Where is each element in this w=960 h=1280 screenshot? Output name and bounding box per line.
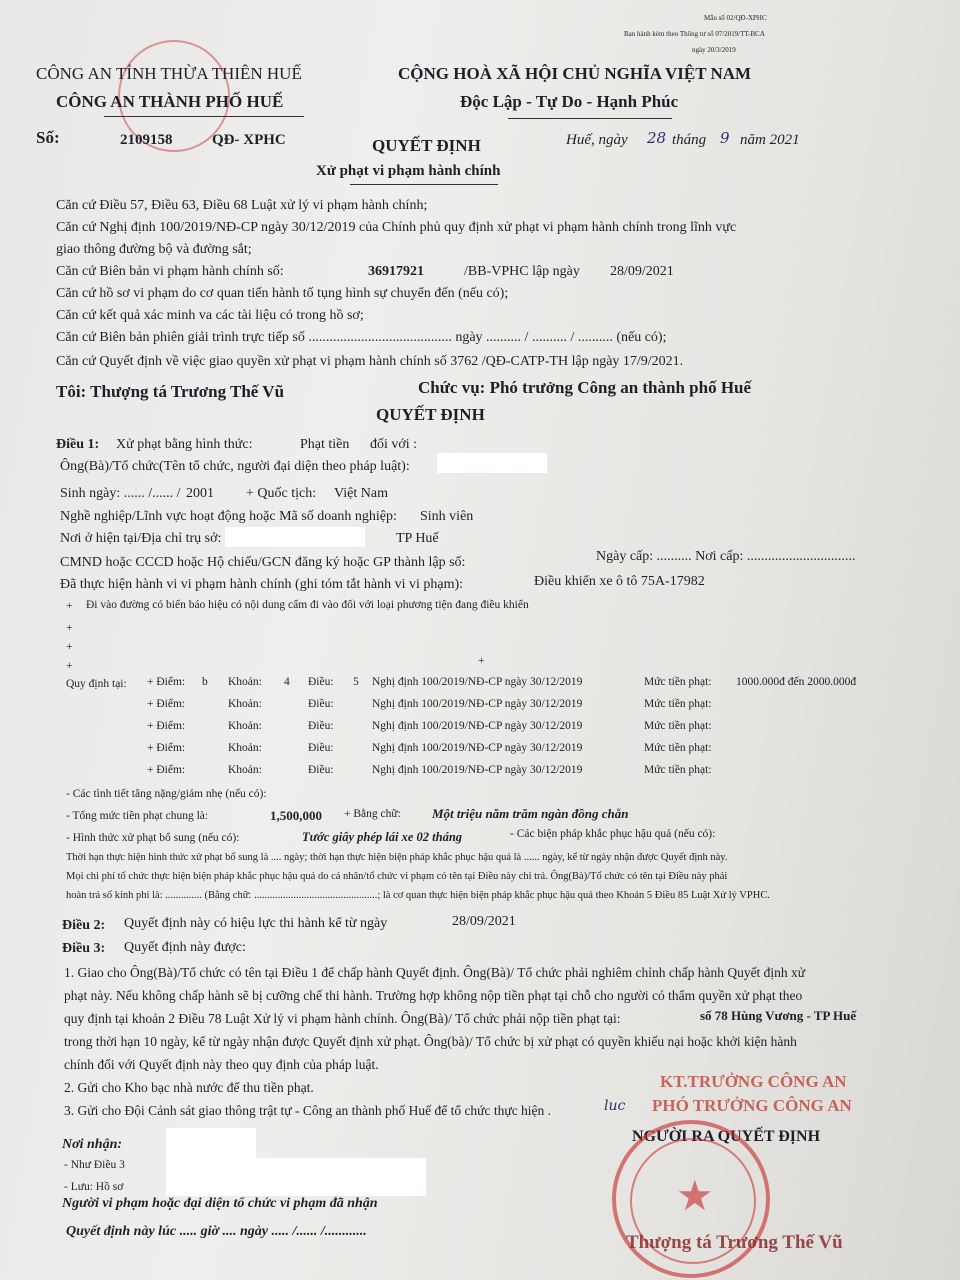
number-label: Số:: [36, 128, 60, 147]
decision-title-2: QUYẾT ĐỊNH: [376, 405, 485, 424]
date-month-label: tháng: [672, 132, 707, 148]
total-label: - Tổng mức tiền phạt chung là:: [66, 810, 209, 822]
violation-detail: Đi vào đường có biển báo hiệu có nội dung cấm đi vào đối với loại phương tiện đang điều khiển: [86, 599, 529, 611]
cost-line-1: Mọi chi phí tổ chức thực hiện biện pháp khắc phục hậu quả do cá nhân/tổ chức vi phạm có tên tại Điều này chi trả. Ông(Bà)/Tổ chức có tên tại Điều này phải: [66, 871, 728, 882]
aggravating-label: - Các tình tiết tăng nặng/giảm nhẹ (nếu có):: [66, 788, 267, 800]
form-ref-line2: Ban hành kèm theo Thông tư số 07/2019/TT-BCA: [624, 30, 765, 38]
subtitle-underline: [350, 184, 498, 185]
rule-diem: + Điểm:: [147, 698, 186, 710]
article3-p1-line4: trong thời hạn 10 ngày, kể từ ngày nhận được Quyết định xử phạt. Ông(bà)/ Tổ chức bị xử phạt có quyền khiếu nại hoặc khởi kiện hành: [64, 1034, 797, 1049]
handwritten-mark: luc: [604, 1098, 626, 1114]
additional-penalty-value: Tước giấy phép lái xe 02 tháng: [302, 830, 463, 844]
rule-khoan: Khoản:: [228, 720, 262, 732]
rule-dieu-value: 5: [353, 676, 359, 688]
nationality-label: + Quốc tịch:: [246, 486, 317, 501]
occupation-label: Nghề nghiệp/Lĩnh vực hoạt động hoặc Mã số doanh nghiệp:: [60, 509, 397, 524]
basis-line-3: giao thông đường bộ và đường sắt;: [56, 242, 252, 257]
basis-record-date: 28/09/2021: [610, 264, 674, 279]
agency-unit: CÔNG AN THÀNH PHỐ HUẾ: [56, 92, 284, 111]
rule-diem: + Điểm:: [147, 764, 186, 776]
officer-name: Tôi: Thượng tá Trương Thế Vũ: [56, 382, 285, 401]
dob-label: Sinh ngày: ...... /...... /: [60, 486, 181, 501]
violation-plus-5: +: [478, 655, 485, 667]
article3-p1-line2: phạt này. Nếu không chấp hành sẽ bị cưỡng chế thi hành. Trường hợp không nộp tiền phạt tại chỗ cho người có thẩm quyền xử phạt theo: [64, 988, 803, 1003]
additional-penalty-label: - Hình thức xử phạt bổ sung (nếu có):: [66, 832, 240, 844]
rule-fine-label: Mức tiền phạt:: [644, 742, 712, 754]
basis-record-label: Căn cứ Biên bản vi phạm hành chính số:: [56, 264, 284, 279]
violation-label: Đã thực hiện hành vi vi phạm hành chính (ghi tóm tắt hành vi vi phạm):: [60, 577, 464, 592]
article3-heading: Điều 3:: [62, 941, 106, 956]
violation-plus-3: +: [66, 641, 73, 653]
dob-year: 2001: [186, 486, 214, 501]
rule-diem: + Điểm:: [147, 676, 186, 688]
rule-khoan-value: 4: [284, 676, 290, 688]
article2-heading: Điều 2:: [62, 918, 106, 933]
recipient-1: - Như Điều 3: [64, 1159, 125, 1171]
national-motto: Độc Lập - Tự Do - Hạnh Phúc: [460, 92, 679, 111]
occupation-value: Sinh viên: [420, 509, 474, 524]
total-value: 1,500,000: [270, 808, 322, 823]
basis-record-number: 36917921: [368, 264, 424, 279]
article3-p2: 2. Gửi cho Kho bạc nhà nước để thu tiền phạt.: [64, 1080, 314, 1095]
basis-line-1: Căn cứ Điều 57, Điều 63, Điều 68 Luật xử lý vi phạm hành chính;: [56, 198, 428, 213]
penalty-form-value: Phạt tiền: [300, 437, 350, 452]
date-prefix: Huế, ngày: [566, 132, 628, 148]
receipt-line-1: Người vi phạm hoặc đại diện tổ chức vi phạm đã nhận: [62, 1196, 378, 1211]
form-ref-line3: ngày 20/3/2019: [692, 46, 736, 54]
article2-date: 28/09/2021: [452, 914, 516, 929]
basis-record-suffix: /BB-VPHC lập ngày: [464, 264, 580, 279]
deadline-line: Thời hạn thực hiện hình thức xử phạt bổ sung là .... ngày; thời hạn thực hiện biện pháp khắc phục hậu quả là ...... ngày, kể từ ngày nhận được Quyết định này.: [66, 852, 728, 863]
rule-diem: + Điểm:: [147, 720, 186, 732]
rule-fine-label: Mức tiền phạt:: [644, 698, 712, 710]
violation-plus-1: +: [66, 600, 73, 612]
redacted-name: [437, 453, 547, 473]
rule-diem-value: b: [202, 676, 208, 688]
rules-label: Quy định tại:: [66, 678, 127, 690]
violation-plus-2: +: [66, 622, 73, 634]
rule-dieu: Điều:: [308, 676, 334, 688]
redacted-block-2: [166, 1158, 426, 1196]
recipient-2: - Lưu: Hồ sơ: [64, 1181, 124, 1193]
agency-parent: CÔNG AN TỈNH THỪA THIÊN HUẾ: [36, 64, 302, 83]
rule-diem: + Điểm:: [147, 742, 186, 754]
id-issue-info: Ngày cấp: .......... Nơi cấp: ...............................: [596, 549, 856, 564]
date-day: 28: [647, 129, 667, 147]
rule-khoan: Khoản:: [228, 698, 262, 710]
motto-underline: [508, 118, 672, 119]
signer-name: Thượng tá Trương Thế Vũ: [626, 1232, 843, 1253]
date-month: 9: [720, 129, 730, 147]
basis-line-5: Căn cứ hồ sơ vi phạm do cơ quan tiến hành tố tụng hình sự chuyển đến (nếu có);: [56, 286, 509, 301]
basis-line-7: Căn cứ Biên bản phiên giải trình trực tiếp số ......................................... ngày .......... / .......... / .......... (nếu có);: [56, 330, 667, 345]
signer-title: NGƯỜI RA QUYẾT ĐỊNH: [632, 1128, 821, 1145]
basis-line-6: Căn cứ kết quả xác minh va các tài liệu có trong hồ sơ;: [56, 308, 364, 323]
rule-khoan: Khoản:: [228, 742, 262, 754]
rule-dieu: Điều:: [308, 742, 334, 754]
rule-fine-label: Mức tiền phạt:: [644, 676, 712, 688]
date-year: năm 2021: [740, 132, 800, 148]
person-label: Ông(Bà)/Tổ chức(Tên tổ chức, người đại diện theo pháp luật):: [60, 459, 410, 474]
rule-decree: Nghị định 100/2019/NĐ-CP ngày 30/12/2019: [372, 720, 583, 732]
rule-decree: Nghị định 100/2019/NĐ-CP ngày 30/12/2019: [372, 764, 583, 776]
stamp-line-2: PHÓ TRƯỞNG CÔNG AN: [652, 1096, 852, 1115]
violation-vehicle: Điều khiển xe ô tô 75A-17982: [534, 574, 705, 589]
number-suffix: QĐ- XPHC: [212, 132, 286, 148]
number-value: 2109158: [120, 132, 173, 148]
country-name: CỘNG HOÀ XÃ HỘI CHỦ NGHĨA VIỆT NAM: [398, 64, 752, 83]
seal-star-icon: ★: [676, 1174, 714, 1220]
in-words-value: Một triệu năm trăm ngàn đồng chẵn: [432, 806, 629, 821]
remedy-label: - Các biện pháp khắc phục hậu quả (nếu có):: [510, 828, 716, 840]
document-subtitle: Xử phạt vi phạm hành chính: [316, 163, 501, 179]
article3-p1-line5: chính đối với Quyết định này theo quy định của pháp luật.: [64, 1057, 379, 1072]
rule-dieu: Điều:: [308, 764, 334, 776]
id-label: CMND hoặc CCCD hoặc Hộ chiếu/GCN đăng ký hoặc GP thành lập số:: [60, 555, 466, 570]
stamp-line-1: KT.TRƯỞNG CÔNG AN: [660, 1072, 847, 1091]
recipients-label: Nơi nhận:: [62, 1137, 123, 1152]
address-city: TP Huế: [396, 531, 439, 546]
document-title: QUYẾT ĐỊNH: [372, 136, 481, 155]
redacted-address: [225, 527, 365, 547]
penalty-form-label: Xử phạt bằng hình thức:: [116, 437, 253, 452]
article3-p1-line3: quy định tại khoản 2 Điều 78 Luật Xử lý vi phạm hành chính. Ông(Bà)/ Tổ chức phải nộp tiền phạt tại:: [64, 1011, 621, 1026]
rule-fine-label: Mức tiền phạt:: [644, 720, 712, 732]
rule-decree: Nghị định 100/2019/NĐ-CP ngày 30/12/2019: [372, 698, 583, 710]
receipt-line-2: Quyết định này lúc ..... giờ .... ngày ..... /...... /............: [66, 1224, 367, 1239]
address-label: Nơi ở hiện tại/Địa chỉ trụ sở:: [60, 531, 222, 546]
basis-line-8: Căn cứ Quyết định về việc giao quyền xử phạt vi phạm hành chính số 3762 /QĐ-CATP-TH lập ngày 17/9/2021.: [56, 354, 684, 369]
rule-khoan: Khoản:: [228, 676, 262, 688]
article3-text: Quyết định này được:: [124, 940, 246, 955]
article2-text: Quyết định này có hiệu lực thi hành kể từ ngày: [124, 916, 388, 931]
rule-decree: Nghị định 100/2019/NĐ-CP ngày 30/12/2019: [372, 742, 583, 754]
rule-fine-value: 1000.000đ đến 2000.000đ: [736, 676, 857, 688]
in-words-label: + Bằng chữ:: [344, 808, 401, 820]
article3-p1-line1: 1. Giao cho Ông(Bà)/Tổ chức có tên tại Điều 1 để chấp hành Quyết định. Ông(Bà)/ Tổ chức phải nghiêm chỉnh chấp hành Quyết định xử: [64, 965, 806, 980]
cost-line-2: hoàn trả số kinh phí là: .............. (Bằng chữ: ...............................................; là cơ quan thực hiện biện pháp khắc phục hậu quả theo Khoản 5 Điều 85 Luật Xử lý VPHC.: [66, 890, 770, 901]
article3-p3: 3. Gửi cho Đội Cảnh sát giao thông trật tự - Công an thành phố Huế để tổ chức thực hiện .: [64, 1103, 552, 1118]
rule-dieu: Điều:: [308, 720, 334, 732]
officer-position: Chức vụ: Phó trưởng Công an thành phố Huế: [418, 378, 752, 397]
agency-underline: [104, 116, 304, 117]
rule-fine-label: Mức tiền phạt:: [644, 764, 712, 776]
payment-place: số 78 Hùng Vương - TP Huế: [700, 1008, 857, 1023]
article1-heading: Điều 1:: [56, 437, 100, 452]
rule-decree: Nghị định 100/2019/NĐ-CP ngày 30/12/2019: [372, 676, 583, 688]
form-ref-line1: Mẫu số 02/QĐ-XPHC: [704, 14, 767, 22]
redacted-block-1: [166, 1128, 256, 1162]
basis-line-2: Căn cứ Nghị định 100/2019/NĐ-CP ngày 30/12/2019 của Chính phủ quy định xử phạt vi phạm hành chính trong lĩnh vực: [56, 220, 737, 235]
violation-plus-4: +: [66, 660, 73, 672]
penalty-against: đối với :: [370, 437, 418, 452]
nationality-value: Việt Nam: [334, 486, 388, 501]
rule-khoan: Khoản:: [228, 764, 262, 776]
rule-dieu: Điều:: [308, 698, 334, 710]
